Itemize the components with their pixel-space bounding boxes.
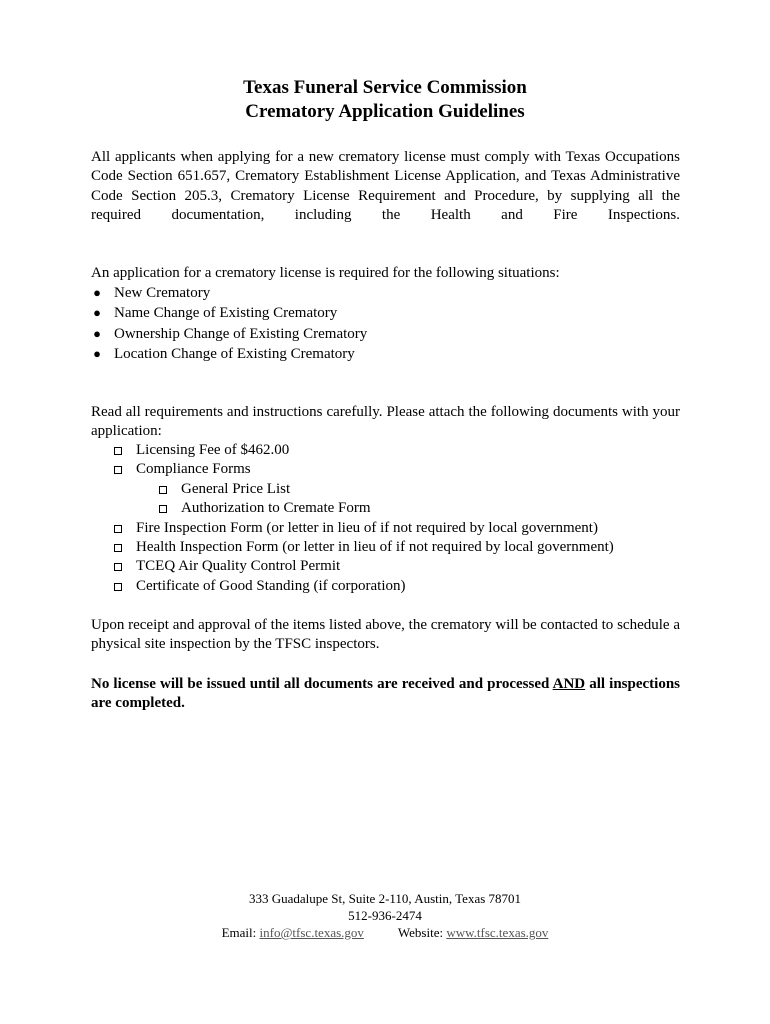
footer-phone: 512-936-2474 xyxy=(348,908,422,923)
requirements-lead: Read all requirements and instructions carefully. Please attach the following documents with your application: xyxy=(91,404,680,440)
intro-paragraph: All applicants when applying for a new crematory license must comply with Texas Occupations Code Section 651.657, Crematory Establishment License Application, and Texas Administrative Code Section 205.3, Crematory License Requirement and Procedure, by supplying all the required documentation, including the Health and Fire Inspections. xyxy=(91,149,680,224)
footer-address: 333 Guadalupe St, Suite 2-110, Austin, Texas 78701 xyxy=(248,891,522,906)
checkbox-square-icon xyxy=(114,466,122,474)
situations-lead: An application for a crematory license is required for the following situations: xyxy=(91,265,560,281)
checkbox-square-icon xyxy=(114,544,122,552)
emphasis-and: AND xyxy=(552,676,586,692)
checkbox-square-icon xyxy=(114,563,122,571)
list-item: ● Name Change of Existing Crematory xyxy=(91,303,680,323)
checkbox-square-icon xyxy=(114,447,122,455)
list-item: Compliance Forms xyxy=(114,460,680,479)
bullet-icon: ● xyxy=(93,325,101,341)
list-item: ● New Crematory xyxy=(91,283,680,303)
list-item: ● Location Change of Existing Crematory xyxy=(91,344,680,364)
title-line-1: Texas Funeral Service Commission xyxy=(243,77,527,98)
list-item: Certificate of Good Standing (if corporation) xyxy=(114,577,680,596)
document-title xyxy=(0,76,770,124)
email-label: Email: xyxy=(221,925,260,940)
upon-receipt-paragraph: Upon receipt and approval of the items listed above, the crematory will be contacted to schedule a physical site inspection by the TFSC inspectors. xyxy=(91,617,680,653)
checkbox-square-icon xyxy=(114,525,122,533)
list-item: Authorization to Cremate Form xyxy=(159,499,680,518)
requirements-list xyxy=(114,441,680,596)
bullet-icon: ● xyxy=(93,285,101,300)
title-line-2: Crematory Application Guidelines xyxy=(245,101,525,122)
website-link[interactable]: www.tfsc.texas.gov xyxy=(446,925,549,940)
website-label: Website: xyxy=(397,925,447,940)
list-item: Health Inspection Form (or letter in lieu of if not required by local government) xyxy=(114,538,680,557)
bullet-icon: ● xyxy=(93,346,101,362)
checkbox-square-icon xyxy=(159,486,167,494)
list-item: TCEQ Air Quality Control Permit xyxy=(114,557,680,576)
footer-links xyxy=(0,924,770,941)
list-item: ● Ownership Change of Existing Crematory xyxy=(91,324,680,344)
situations-list xyxy=(91,283,680,365)
list-item: General Price List xyxy=(159,480,680,499)
contact-footer xyxy=(0,890,770,941)
license-notice: No license will be issued until all documents are received and processed AND all inspections are completed. xyxy=(91,676,680,712)
checkbox-square-icon xyxy=(159,505,167,513)
list-item: Fire Inspection Form (or letter in lieu of if not required by local government) xyxy=(114,519,680,538)
bullet-icon: ● xyxy=(93,305,101,321)
checkbox-square-icon xyxy=(114,583,122,591)
list-item: Licensing Fee of $462.00 xyxy=(114,441,680,460)
email-link[interactable]: info@tfsc.texas.gov xyxy=(259,925,364,940)
